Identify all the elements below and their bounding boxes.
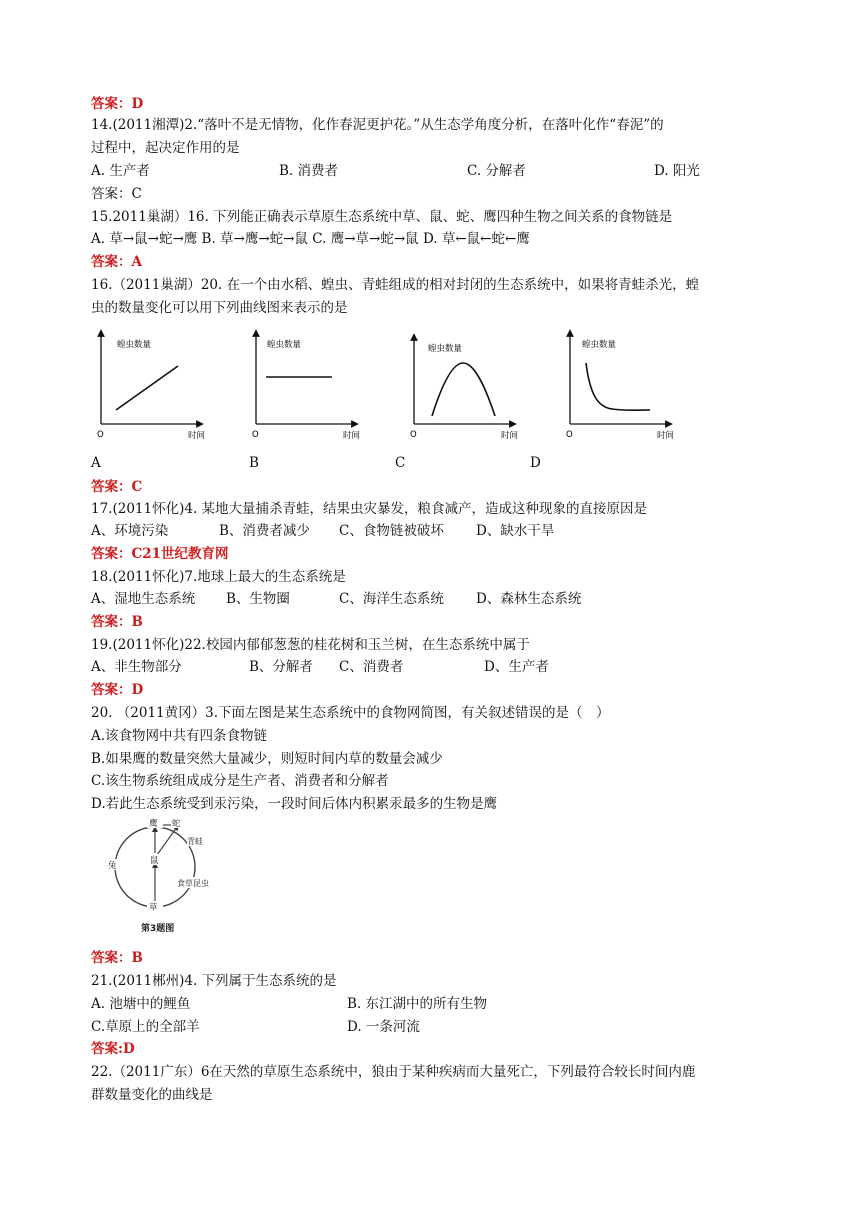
q22-stem-line2: 群数量变化的曲线是 [91, 1087, 213, 1103]
graph-d-origin: O [566, 430, 573, 440]
graph-a [97, 333, 205, 441]
q16-graphs [0, 325, 860, 455]
q21-option-b: B. 东江湖中的所有生物 [347, 996, 488, 1012]
q16-stem-line1: 16.（2011巢湖）20. 在一个由水稻、蝗虫、青蛙组成的相对封闭的生态系统中，如果将青蛙杀光，蝗 [91, 277, 700, 293]
food-web-grass: 草 [149, 903, 158, 913]
q14-stem-line2: 过程中，起决定作用的是 [91, 140, 240, 156]
graph-b-xlabel: 时间 [343, 431, 361, 441]
q17-stem: 17.(2011怀化)4. 某地大量捕杀青蛙，结果虫灾暴发，粮食减产，造成这种现象的直接原因是 [91, 501, 648, 517]
q20-answer: 答案：B [91, 950, 143, 966]
graph-a-ylabel: 蝗虫数量 [117, 340, 152, 350]
q14-stem-line1: 14.(2011湘潭)2.“落叶不是无情物，化作春泥更护花。”从生态学角度分析，在落叶化作“春泥”的 [91, 117, 664, 133]
q17-option-a: A、环境污染 [91, 523, 169, 539]
q21-stem: 21.(2011郴州)4. 下列属于生态系统的是 [91, 973, 337, 989]
graph-d [566, 333, 674, 441]
graph-c [410, 337, 518, 441]
q14-answer: 答案：C [91, 186, 142, 202]
food-web-eagle: 鹰 [149, 819, 158, 829]
food-web-rabbit: 兔 [108, 861, 117, 871]
q19-stem: 19.(2011怀化)22.校园内郁郁葱葱的桂花树和玉兰树，在生态系统中属于 [91, 637, 530, 653]
q13-answer: 答案：D [91, 96, 144, 112]
q19-option-a: A、非生物部分 [91, 659, 182, 675]
q14-option-c: C. 分解者 [467, 163, 526, 179]
q19-answer: 答案：D [91, 682, 144, 698]
graph-a-origin: O [97, 430, 104, 440]
graph-b-origin: O [252, 430, 259, 440]
graph-label-b: B [249, 455, 259, 471]
q16-answer: 答案：C [91, 479, 143, 495]
food-web-mouse: 鼠 [150, 856, 159, 866]
graph-d-curve [586, 363, 650, 410]
graph-b-ylabel: 蝗虫数量 [267, 340, 302, 350]
q19-option-b: B、分解者 [249, 659, 313, 675]
q19-option-c: C、消费者 [339, 659, 404, 675]
q21-answer: 答案:D [91, 1041, 135, 1057]
q20-option-b: B.如果鹰的数量突然大量减少，则短时间内草的数量会减少 [91, 751, 443, 767]
food-web-snake: 蛇 [172, 819, 181, 829]
q15-answer: 答案：A [91, 254, 142, 270]
q18-stem: 18.(2011怀化)7.地球上最大的生态系统是 [91, 569, 346, 585]
q17-option-d: D、缺水干旱 [476, 523, 555, 539]
q14-option-a: A. 生产者 [91, 163, 150, 179]
q17-option-b: B、消费者减少 [219, 523, 310, 539]
q20-option-a: A.该食物网中共有四条食物链 [91, 728, 268, 744]
q16-stem-line2: 虫的数量变化可以用下列曲线图来表示的是 [91, 300, 348, 316]
q15-stem: 15.2011巢湖）16. 下列能正确表示草原生态系统中草、鼠、蛇、鹰四种生物之间关系的食物链是 [91, 209, 673, 225]
food-web-frog: 青蛙 [187, 837, 203, 846]
food-web-caption: 第3题图 [141, 924, 175, 934]
food-web-insect: 食草昆虫 [177, 879, 209, 888]
q14-option-b: B. 消费者 [279, 163, 339, 179]
q21-option-c: C.草原上的全部羊 [91, 1019, 200, 1035]
q17-option-c: C、食物链被破坏 [339, 523, 444, 539]
q18-answer: 答案：B [91, 614, 143, 630]
graph-d-xlabel: 时间 [657, 431, 675, 441]
graph-b [252, 333, 360, 441]
graph-label-d: D [530, 455, 541, 471]
graph-c-ylabel: 蝗虫数量 [428, 344, 463, 354]
q18-option-c: C、海洋生态系统 [339, 591, 444, 607]
q20-stem: 20. （2011黄冈）3.下面左图是某生态系统中的食物网简图，有关叙述错误的是（ ） [91, 705, 610, 721]
q19-option-d: D、生产者 [484, 659, 549, 675]
graph-a-curve [116, 366, 178, 410]
q15-options: A. 草→鼠→蛇→鹰 B. 草→鹰→蛇→鼠 C. 鹰→草→蛇→鼠 D. 草←鼠←蛇←鹰 [91, 231, 530, 247]
q21-option-a: A. 池塘中的鲤鱼 [91, 996, 191, 1012]
q21-option-d: D. 一条河流 [347, 1019, 420, 1035]
q22-stem-line1: 22.（2011广东）6在天然的草原生态系统中，狼由于某种疾病而大量死亡，下列最符合较长时间内鹿 [91, 1064, 696, 1080]
q14-option-d: D. 阳光 [654, 163, 700, 179]
q17-answer: 答案：C21世纪教育网 [91, 546, 229, 562]
graph-c-curve [432, 363, 495, 416]
q20-option-c: C.该生物系统组成成分是生产者、消费者和分解者 [91, 773, 389, 789]
graph-label-c: C [395, 455, 406, 471]
q20-option-d: D.若此生态系统受到汞污染，一段时间后体内积累汞最多的生物是鹰 [91, 796, 498, 812]
q18-option-d: D、森林生态系统 [476, 591, 582, 607]
graph-a-xlabel: 时间 [188, 431, 206, 441]
graph-c-origin: O [410, 430, 417, 440]
graph-d-ylabel: 蝗虫数量 [582, 340, 617, 350]
graph-c-xlabel: 时间 [501, 431, 519, 441]
food-web-diagram [105, 815, 225, 940]
graph-label-a: A [91, 455, 101, 471]
q18-option-b: B、生物圈 [226, 591, 290, 607]
q18-option-a: A、湿地生态系统 [91, 591, 196, 607]
